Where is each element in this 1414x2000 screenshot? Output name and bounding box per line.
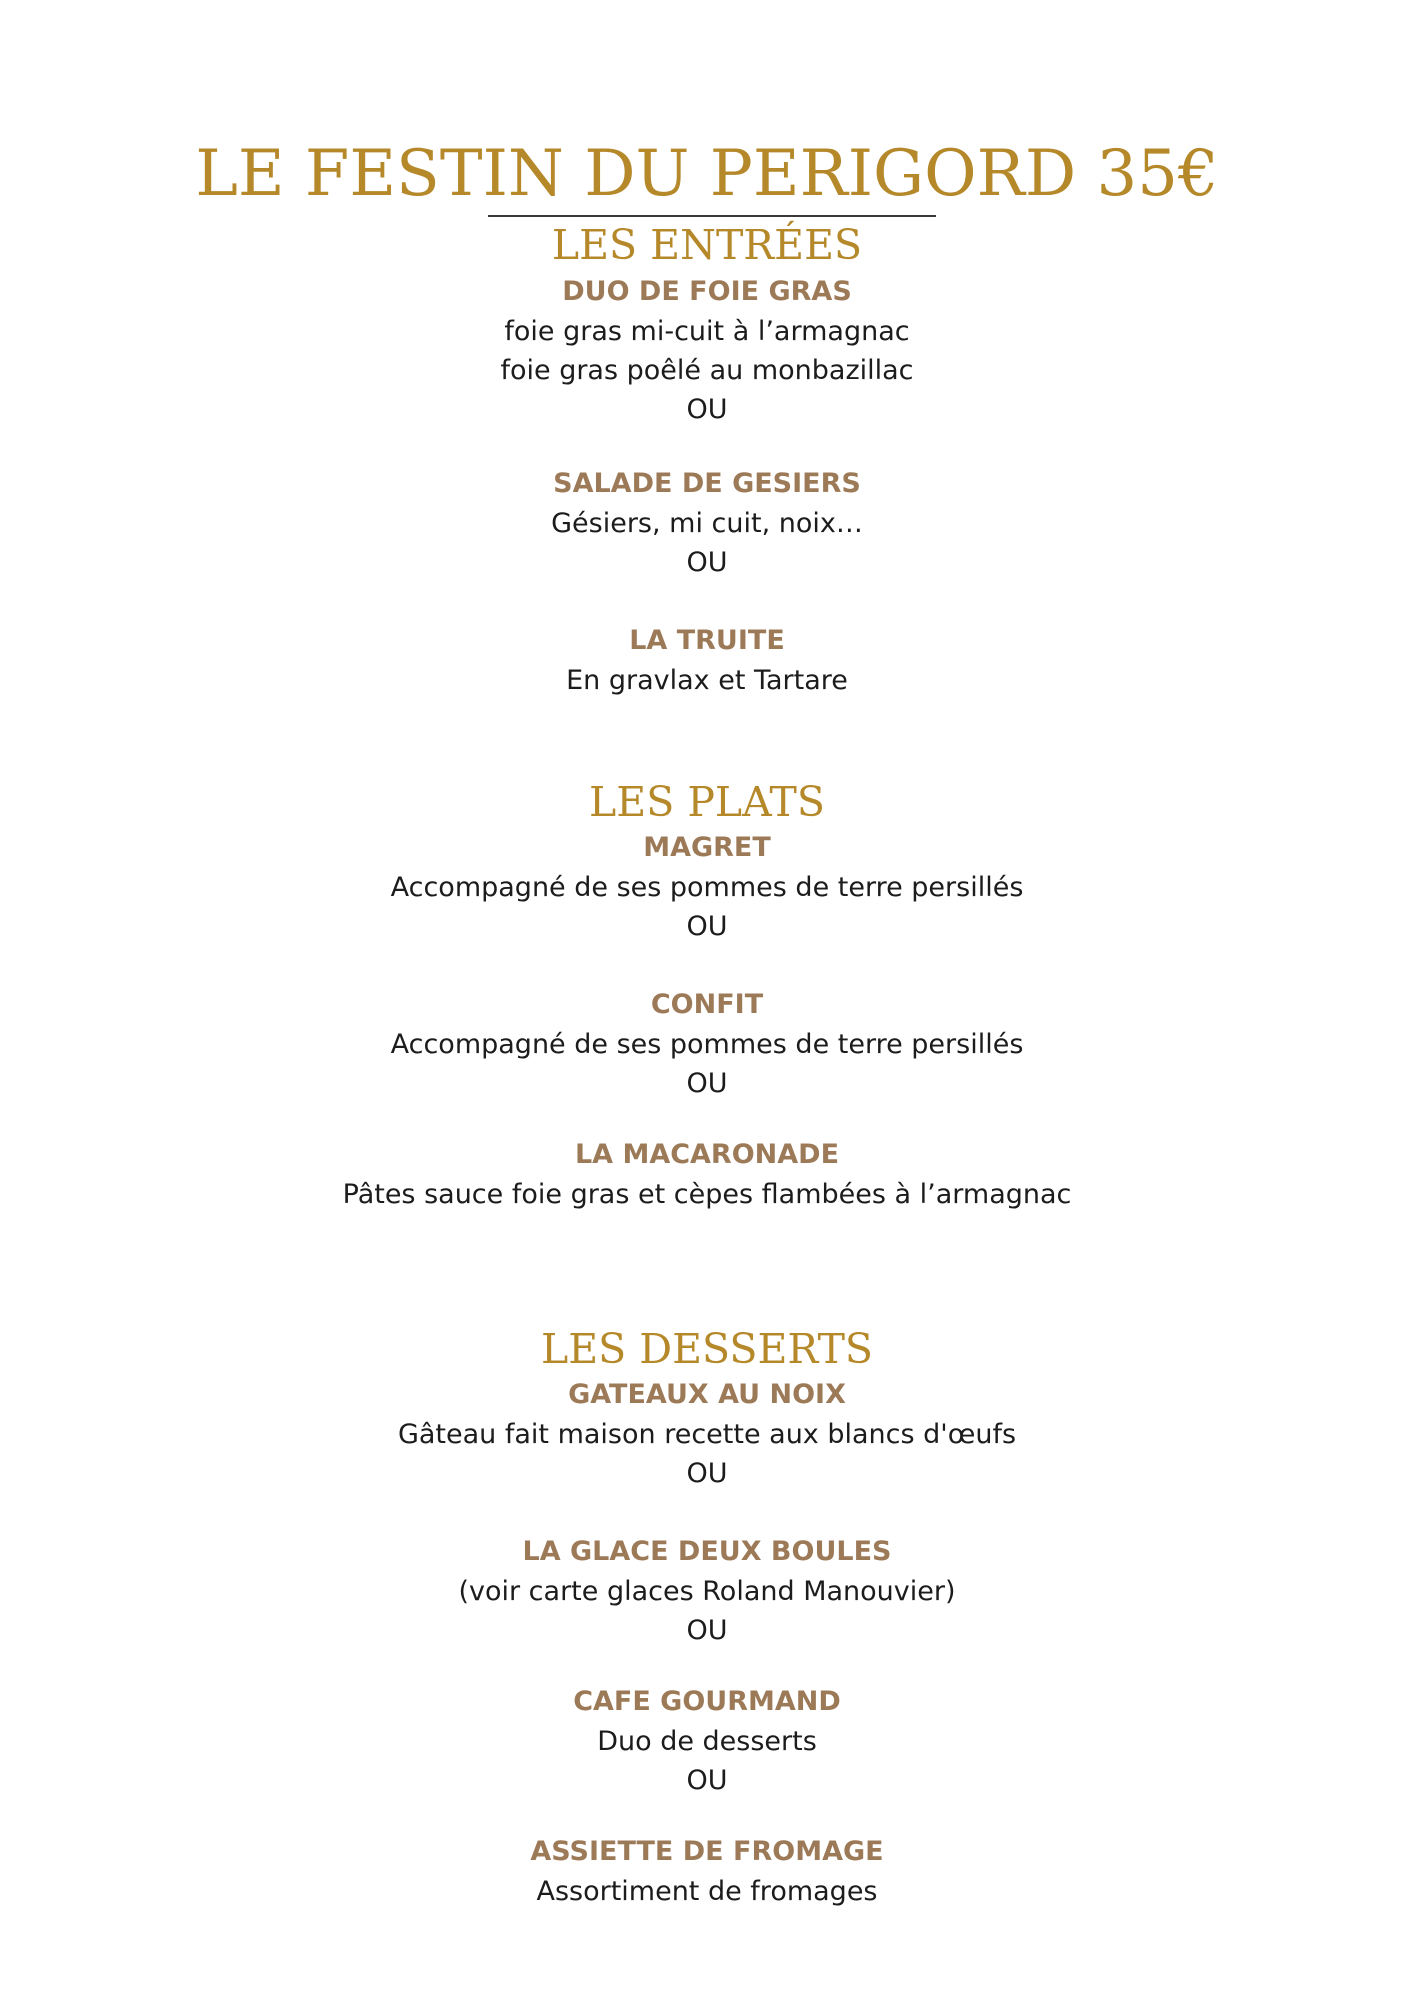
- dish-name: CAFE GOURMAND: [573, 1686, 841, 1717]
- section-title-desserts: LES DESSERTS: [540, 1325, 874, 1373]
- dish-name: DUO DE FOIE GRAS: [562, 276, 852, 307]
- or-separator: OU: [686, 1765, 728, 1796]
- dish-description: Gâteau fait maison recette aux blancs d'œufs: [397, 1419, 1017, 1450]
- dish-name: CONFIT: [650, 989, 764, 1020]
- or-separator: OU: [686, 1068, 728, 1099]
- or-separator: OU: [686, 1458, 728, 1489]
- menu-title: LE FESTIN DU PERIGORD 35€: [195, 137, 1219, 211]
- dish-description: foie gras mi-cuit à l’armagnac: [504, 316, 910, 347]
- dish-description: Accompagné de ses pommes de terre persillés: [390, 1029, 1024, 1060]
- dish-description: Assortiment de fromages: [536, 1876, 878, 1907]
- or-separator: OU: [686, 911, 728, 942]
- or-separator: OU: [686, 1615, 728, 1646]
- dish-description: Pâtes sauce foie gras et cèpes flambées à l’armagnac: [342, 1179, 1072, 1210]
- dish-name: GATEAUX AU NOIX: [568, 1379, 846, 1410]
- dish-description: Accompagné de ses pommes de terre persillés: [390, 872, 1024, 903]
- section-title-entrees: LES ENTRÉES: [551, 221, 863, 269]
- dish-description: Gésiers, mi cuit, noix…: [551, 508, 863, 539]
- dish-name: ASSIETTE DE FROMAGE: [530, 1836, 884, 1867]
- dish-name: LA GLACE DEUX BOULES: [522, 1536, 892, 1567]
- dish-description: En gravlax et Tartare: [566, 665, 848, 696]
- dish-name: LA TRUITE: [629, 625, 785, 656]
- dish-description: (voir carte glaces Roland Manouvier): [458, 1576, 956, 1607]
- dish-name: SALADE DE GESIERS: [553, 468, 861, 499]
- dish-description: Duo de desserts: [597, 1726, 817, 1757]
- dish-name: MAGRET: [643, 832, 771, 863]
- title-divider: [488, 215, 936, 217]
- or-separator: OU: [686, 547, 728, 578]
- section-title-plats: LES PLATS: [589, 778, 825, 826]
- dish-name: LA MACARONADE: [574, 1139, 840, 1170]
- dish-description: foie gras poêlé au monbazillac: [500, 355, 914, 386]
- or-separator: OU: [686, 394, 728, 425]
